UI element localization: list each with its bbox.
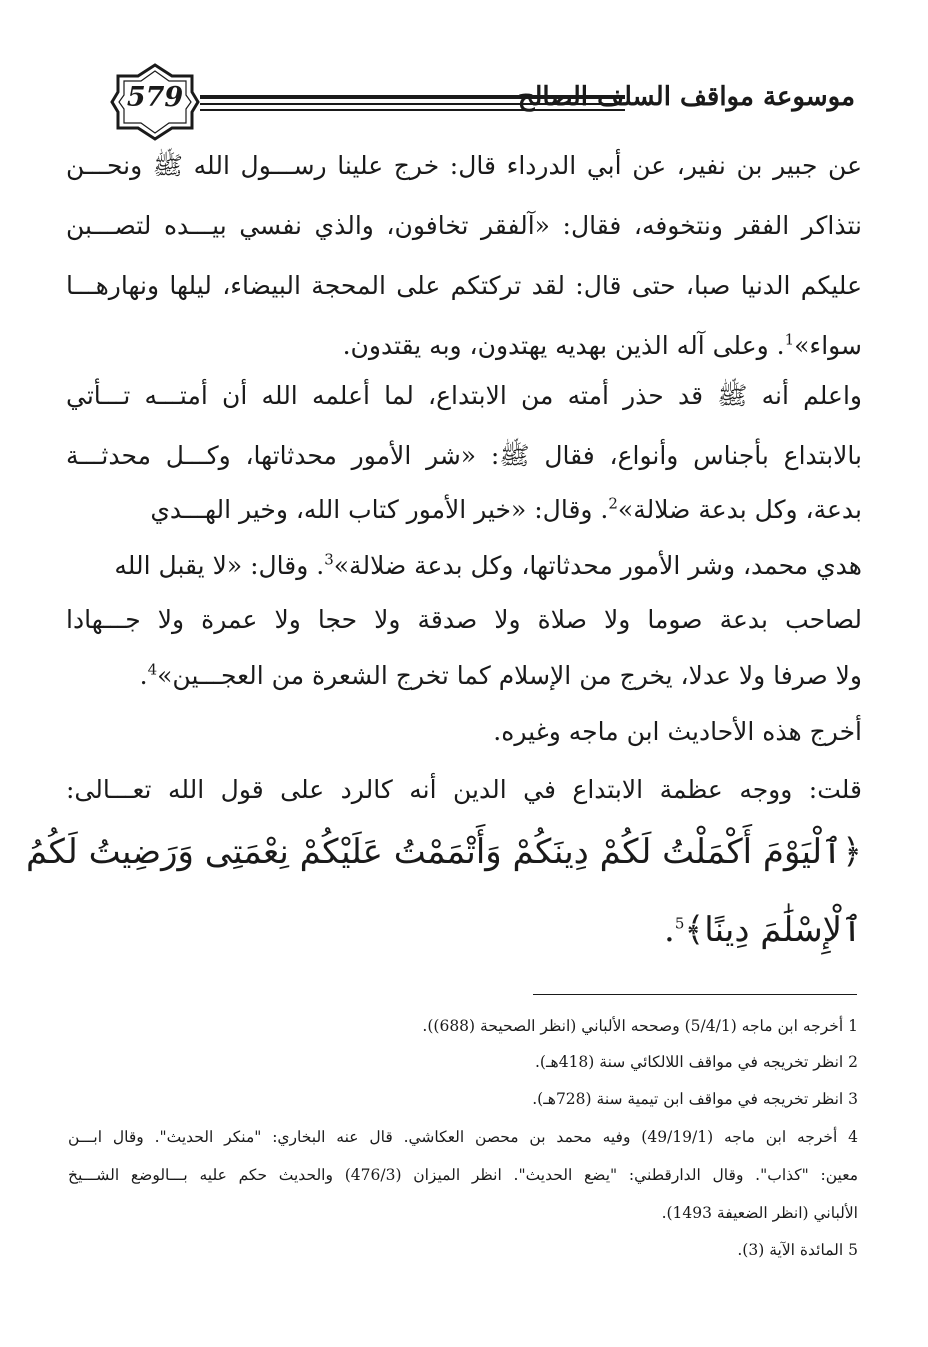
body-text: بدعة، وكل بدعة ضلالة» — [617, 495, 862, 524]
body-line: واعلم أنه ﷺ قد حذر أمته من الابتداع، لما أعلمه الله أن أمتـــه تـــأتي — [66, 381, 862, 410]
footnote: 3 انظر تخريجه في مواقف ابن تيمية سنة (728هـ). — [532, 1090, 858, 1108]
body-line — [66, 326, 862, 366]
footnote-ref: 3 — [324, 550, 334, 569]
quran-text: ٱلْإِسْلَٰمَ دِينًا﴾ — [684, 910, 862, 950]
footnote: 1 أخرجه ابن ماجه (5/4/1) وصححه الألباني (انظر الصحيحة (688)). — [422, 1017, 858, 1035]
footnote: الألباني (انظر الضعيفة 1493). — [661, 1204, 858, 1222]
footnote: 4 أخرجه ابن ماجه (49/19/1) وفيه محمد بن محصن العكاشي. قال عنه البخاري: "منكر الحديث". وقال ابـــن — [68, 1128, 858, 1146]
page-header — [110, 62, 855, 144]
footnote: معين: "كذاب". وقال الدارقطني: "يضع الحديث". انظر الميزان (476/3) والحديث حكم عليه بـــالوضع الشـــيخ — [68, 1166, 858, 1184]
body-text: . وقال: «خير الأمور كتاب الله، وخير الهـــدي — [150, 495, 609, 524]
body-line — [66, 656, 862, 696]
quran-verse-line — [66, 902, 862, 958]
footnote-divider — [533, 994, 857, 995]
book-title: موسوعة مواقف السلف الصالح — [517, 82, 855, 112]
footnote: 5 المائدة الآية (3). — [737, 1241, 858, 1259]
body-text: . — [139, 661, 148, 690]
body-text: . وعلى آله الذين بهديه يهتدون، وبه يقتدون. — [342, 331, 785, 360]
body-line: لصاحب بدعة صوما ولا صلاة ولا صدقة ولا حجا ولا عمرة ولا جـــهادا — [66, 605, 862, 634]
footnote-ref: 4 — [147, 660, 158, 679]
footnote: 2 انظر تخريجه في مواقف اللالكائي سنة (418هـ). — [535, 1053, 858, 1071]
body-line: نتذاكر الفقر ونتخوفه، فقال: «آلفقر تخافون، والذي نفسي بيـــده لتصـــبن — [66, 211, 862, 240]
body-line: بالابتداع بأجناس وأنواع، فقال ﷺ: «شر الأمور محدثاتها، وكـــل محدثـــة — [66, 441, 862, 470]
page-number: 579 — [126, 82, 184, 113]
body-line — [66, 490, 862, 530]
body-text: سواء» — [794, 331, 862, 360]
body-text: . وقال: «لا يقبل الله — [114, 551, 325, 580]
footnote-ref: 2 — [608, 494, 618, 513]
body-line: عن جبير بن نفير، عن أبي الدرداء قال: خرج علينا رســـول الله ﷺ ونحـــن — [66, 151, 862, 180]
quran-end: . — [664, 910, 675, 950]
body-line: عليكم الدنيا صبا، حتى قال: لقد تركتكم على المحجة البيضاء، ليلها ونهارهـــا — [66, 271, 862, 300]
footnote-ref: 1 — [784, 330, 795, 349]
body-text: ولا صرفا ولا عدلا، يخرج من الإسلام كما تخرج الشعرة من العجـــين» — [157, 661, 862, 690]
body-line: أخرج هذه الأحاديث ابن ماجه وغيره. — [493, 717, 862, 746]
body-text: هدي محمد، وشر الأمور محدثاتها، وكل بدعة ضلالة» — [333, 551, 862, 580]
quran-verse-line: ﴿ٱلْيَوْمَ أَكْمَلْتُ لَكُمْ دِينَكُمْ وَأَتْمَمْتُ عَلَيْكُمْ نِعْمَتِى وَرَضِيتُ لَكُمُ — [26, 832, 862, 872]
body-line — [66, 546, 862, 586]
footnote-ref: 5 — [674, 914, 685, 933]
body-line: قلت: ووجه عظمة الابتداع في الدين أنه كالرد على قول الله تعـــالى: — [66, 775, 862, 804]
